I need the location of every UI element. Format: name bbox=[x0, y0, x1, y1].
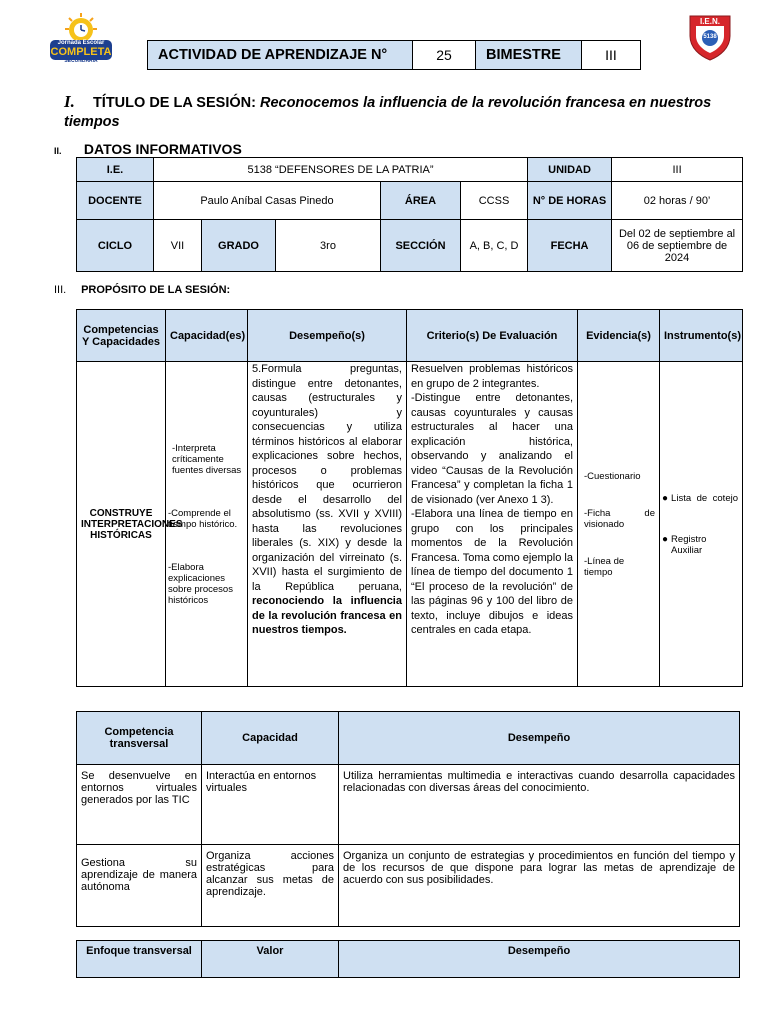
bimestre-label: BIMESTRE bbox=[476, 41, 582, 70]
criterio-item: Resuelven problemas históricos en grupo de 2 integrantes. bbox=[411, 363, 573, 390]
bullet-icon: ● bbox=[662, 533, 669, 545]
evidencia-item: -Línea de tiempo bbox=[584, 555, 625, 578]
header-instrumentos: Instrumento(s) bbox=[660, 310, 743, 362]
crest-text-number: 5138 bbox=[703, 34, 717, 40]
ciclo-value: VII bbox=[154, 220, 202, 272]
area-value: CCSS bbox=[461, 182, 528, 220]
instrumento-label: Lista de cotejo bbox=[671, 492, 738, 504]
table-row bbox=[77, 765, 740, 845]
header-criterios: Criterio(s) De Evaluación bbox=[407, 310, 578, 362]
actividad-number: 25 bbox=[413, 41, 476, 70]
school-crest-logo bbox=[684, 12, 736, 62]
desempeno-text: 5.Formula preguntas, distingue entre detonantes, causas (estructurales y coyunturales) y consecuencias y utiliza términos históricos al elaborar explicaciones sobre hechos, procesos o problemas históricos que ocurrieron desde el desarrollo del absolutismo (ss. XVII y XVIII) hasta las revoluciones liberales (s. XIX) y desde la organización del virreinato (s. XVII) hasta el surgimiento de la República peruana, bbox=[252, 363, 402, 593]
ie-value: 5138 “DEFENSORES DE LA PATRIA” bbox=[154, 158, 528, 182]
table-row bbox=[77, 845, 740, 927]
section-two-heading bbox=[54, 141, 242, 157]
instrumento-item bbox=[662, 493, 738, 504]
section-one-label: TÍTULO DE LA SESIÓN: bbox=[92, 95, 256, 111]
logo-text-jornada: Jornada Escolar bbox=[57, 40, 105, 46]
horas-value: 02 horas / 90’ bbox=[612, 182, 743, 220]
table-row bbox=[77, 712, 740, 765]
grado-value: 3ro bbox=[276, 220, 381, 272]
table-row bbox=[77, 941, 740, 978]
section-one-title bbox=[64, 92, 744, 132]
criterios-cell bbox=[407, 362, 578, 687]
table-row bbox=[77, 310, 743, 362]
header-desempenos: Desempeño(s) bbox=[248, 310, 407, 362]
header-capacidades: Capacidad(es) bbox=[166, 310, 248, 362]
section-one-number: I. bbox=[64, 92, 75, 111]
table-row bbox=[77, 362, 743, 687]
section-three-label: PROPÓSITO DE LA SESIÓN: bbox=[81, 284, 231, 296]
ie-label: I.E. bbox=[77, 158, 154, 182]
area-label: ÁREA bbox=[381, 182, 461, 220]
capacidades-cell bbox=[166, 362, 248, 687]
enfoque-transversal-table bbox=[76, 940, 740, 978]
unidad-label: UNIDAD bbox=[528, 158, 612, 182]
header-enfoque: Enfoque transversal bbox=[77, 941, 202, 978]
desempeno-cell bbox=[248, 362, 407, 687]
seccion-value: A, B, C, D bbox=[461, 220, 528, 272]
instrumentos-cell bbox=[660, 362, 743, 687]
ciclo-label: CICLO bbox=[77, 220, 154, 272]
activity-header-table bbox=[147, 40, 641, 70]
desempeno-bold-text: reconociendo la influencia de la revolución francesa en nuestros tiempos. bbox=[252, 595, 402, 636]
transversal-table bbox=[76, 711, 740, 927]
capacidad-item: -Interpreta críticamente fuentes diversas bbox=[172, 442, 242, 476]
transversal-capacidad: Interactúa en entornos virtuales bbox=[202, 765, 339, 845]
table-row bbox=[77, 182, 743, 220]
table-row bbox=[77, 220, 743, 272]
seccion-label: SECCIÓN bbox=[381, 220, 461, 272]
actividad-label: ACTIVIDAD DE APRENDIZAJE N° bbox=[148, 41, 413, 70]
transversal-competencia: Se desenvuelve en entornos virtuales generados por las TIC bbox=[77, 765, 202, 845]
header-valor: Valor bbox=[202, 941, 339, 978]
instrumento-label: Registro Auxiliar bbox=[671, 533, 707, 556]
section-two-label: DATOS INFORMATIVOS bbox=[83, 141, 242, 157]
grado-label: GRADO bbox=[202, 220, 276, 272]
section-two-number: II. bbox=[54, 146, 62, 156]
bimestre-value: III bbox=[582, 41, 641, 70]
logo-text-secundaria: SECUNDARIA bbox=[64, 58, 98, 64]
header-enfoque-desempeno: Desempeño bbox=[339, 941, 740, 978]
fecha-value: Del 02 de septiembre al 06 de septiembre de 2024 bbox=[612, 220, 743, 272]
header-competencias: Competencias Y Capacidades bbox=[77, 310, 166, 362]
capacidad-item: -Comprende el tiempo histórico. bbox=[168, 507, 238, 530]
section-three-heading bbox=[54, 284, 230, 296]
horas-label: N° DE HORAS bbox=[528, 182, 612, 220]
header-competencia-transversal: Competencia transversal bbox=[77, 712, 202, 765]
transversal-competencia: Gestiona su aprendizaje de manera autónoma bbox=[77, 845, 202, 927]
header-desempeno: Desempeño bbox=[339, 712, 740, 765]
jornada-escolar-logo bbox=[44, 12, 118, 64]
unidad-value: III bbox=[612, 158, 743, 182]
criterio-item: -Elabora una línea de tiempo en grupo con los principales momentos de la Revolución Francesa. Toma como ejemplo la línea de tiempo del documento 1 “El proceso de la revolución” de las páginas 96 y 100 del libro de texto, incluye dibujos e ideas centrales en cada etapa. bbox=[411, 508, 573, 636]
table-row bbox=[77, 158, 743, 182]
section-three-number: III. bbox=[54, 284, 67, 296]
competencia-cell: CONSTRUYE INTERPRETACIONES HISTÓRICAS bbox=[77, 362, 166, 687]
transversal-desempeno: Utiliza herramientas multimedia e interactivas cuando desarrolla capacidades relacionadas con diversas áreas del conocimiento. bbox=[339, 765, 740, 845]
fecha-label: FECHA bbox=[528, 220, 612, 272]
transversal-desempeno: Organiza un conjunto de estrategias y procedimientos en función del tiempo y de los recursos de que dispone para lograr las metas de aprendizaje de acuerdo con sus posibilidades. bbox=[339, 845, 740, 927]
instrumento-item bbox=[662, 534, 738, 556]
bullet-icon: ● bbox=[662, 492, 669, 504]
session-title: Reconocemos la influencia de la revolución francesa en nuestros tiempos bbox=[64, 95, 712, 130]
crest-text-ien: I.E.N. bbox=[699, 17, 720, 26]
header-capacidad: Capacidad bbox=[202, 712, 339, 765]
logo-text-completa: COMPLETA bbox=[50, 46, 112, 58]
docente-value: Paulo Aníbal Casas Pinedo bbox=[154, 182, 381, 220]
transversal-capacidad: Organiza acciones estratégicas para alcanzar sus metas de aprendizaje. bbox=[202, 845, 339, 927]
capacidad-item: -Elabora explicaciones sobre procesos históricos bbox=[168, 561, 233, 606]
criterio-item: -Distingue entre detonantes, causas coyunturales y causas estructurales al hacer una explicación histórica, observando y analizando el video “Causas de la Revolución Francesa” y completan la ficha 1 de visionado (ver Anexo 1 3). bbox=[411, 392, 573, 506]
evidencia-item: -Ficha de visionado bbox=[584, 507, 655, 530]
evidencia-item: -Cuestionario bbox=[584, 470, 641, 482]
evidencias-cell bbox=[578, 362, 660, 687]
table-row bbox=[148, 41, 641, 70]
datos-informativos-table bbox=[76, 157, 743, 272]
header-evidencias: Evidencia(s) bbox=[578, 310, 660, 362]
docente-label: DOCENTE bbox=[77, 182, 154, 220]
proposito-table bbox=[76, 309, 743, 687]
